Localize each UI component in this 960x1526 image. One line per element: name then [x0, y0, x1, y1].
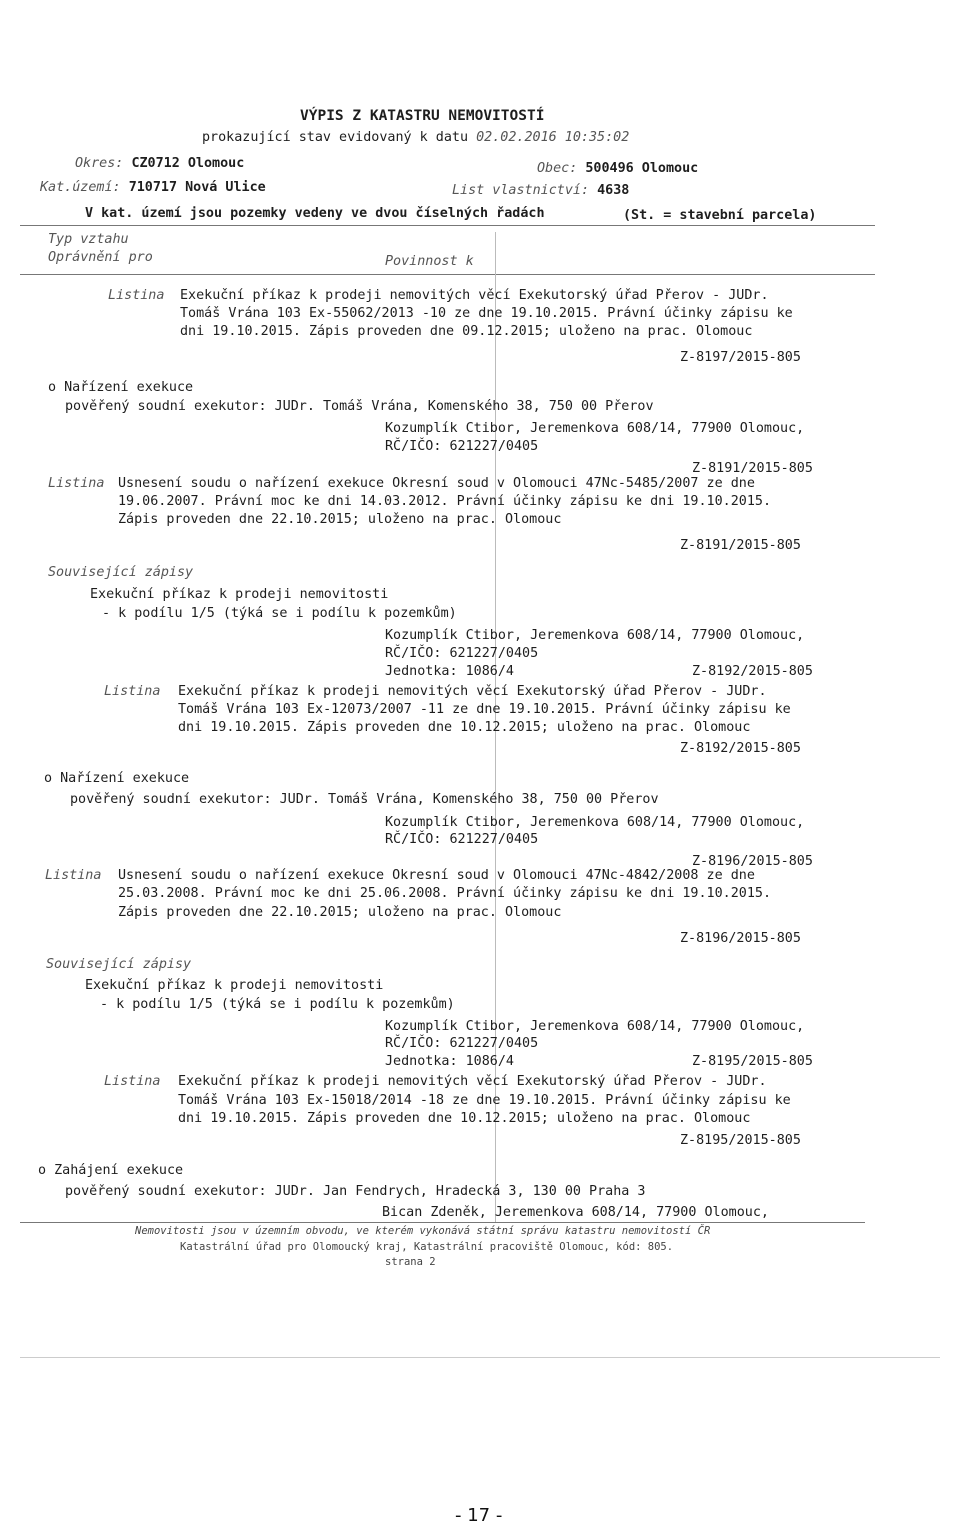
entry-text: Tomáš Vrána 103 Ex-55062/2013 -10 ze dne 19.10.2015. Právní účinky zápisu ke	[180, 306, 793, 321]
entry-text: Jednotka: 1086/4	[385, 1054, 514, 1069]
lv-row: List vlastnictví: 4638	[452, 183, 630, 198]
subtitle-date: 02.02.2016 10:35:02	[476, 130, 630, 145]
entry-text: Z-8191/2015-805	[680, 538, 801, 553]
entry-text: Usnesení soudu o nařízení exekuce Okresní soud v Olomouci 47Nc-4842/2008 ze dne	[118, 868, 755, 883]
entry-type-label: Listina	[104, 684, 161, 699]
entry-text: Zápis proveden dne 22.10.2015; uloženo na prac. Olomouc	[118, 512, 562, 527]
footer-line-1: Nemovitosti jsou v územním obvodu, ve kterém vykonává státní správu katastru nemovitostí ČR	[135, 1225, 711, 1237]
entry-text: Jednotka: 1086/4	[385, 664, 514, 679]
footer-divider	[20, 1222, 865, 1223]
entry-text: Kozumplík Ctibor, Jeremenkova 608/14, 77900 Olomouc,	[385, 815, 805, 830]
section-heading: Související zápisy	[48, 565, 194, 580]
entry-text: - k podílu 1/5 (týká se i podílu k pozemkům)	[102, 606, 457, 621]
entry-text: RČ/IČO: 621227/0405	[385, 439, 539, 454]
entry-text: Z-8196/2015-805	[692, 854, 813, 869]
entry-text: o Zahájení exekuce	[38, 1163, 184, 1178]
scan-edge-line	[20, 1357, 940, 1358]
entry-type-label: Listina	[45, 868, 102, 883]
entry-text: pověřený soudní exekutor: JUDr. Tomáš Vrána, Komenského 38, 750 00 Přerov	[65, 399, 654, 414]
entry-text: Z-8191/2015-805	[692, 461, 813, 476]
entry-text: Z-8195/2015-805	[680, 1133, 801, 1148]
entry-text: Exekuční příkaz k prodeji nemovitých věcí Exekutorský úřad Přerov - JUDr.	[180, 288, 769, 303]
entry-text: Kozumplík Ctibor, Jeremenkova 608/14, 77900 Olomouc,	[385, 1019, 805, 1034]
entry-text: Z-8196/2015-805	[680, 931, 801, 946]
entry-text: 25.03.2008. Právní moc ke dni 25.06.2008. Právní účinky zápisu ke dni 19.10.2015.	[118, 886, 772, 901]
header-divider	[20, 225, 875, 226]
document-title: VÝPIS Z KATASTRU NEMOVITOSTÍ	[300, 108, 545, 124]
footer-page: strana 2	[385, 1256, 436, 1268]
entry-text: Kozumplík Ctibor, Jeremenkova 608/14, 77900 Olomouc,	[385, 421, 805, 436]
entry-text: Kozumplík Ctibor, Jeremenkova 608/14, 77900 Olomouc,	[385, 628, 805, 643]
note-left: V kat. území jsou pozemky vedeny ve dvou číselných řadách	[85, 206, 545, 221]
entry-reference: Z-8195/2015-805	[692, 1054, 813, 1069]
col-typ-vztahu: Typ vztahu	[48, 232, 129, 247]
entry-text: o Nařízení exekuce	[48, 380, 194, 395]
footer-line-2: Katastrální úřad pro Olomoucký kraj, Katastrální pracoviště Olomouc, kód: 805.	[180, 1241, 674, 1253]
entry-text: pověřený soudní exekutor: JUDr. Jan Fendrych, Hradecká 3, 130 00 Praha 3	[65, 1184, 646, 1199]
entry-text: Z-8192/2015-805	[680, 741, 801, 756]
col-opravneni-pro: Oprávnění pro	[48, 250, 153, 265]
entry-text: 19.06.2007. Právní moc ke dni 14.03.2012. Právní účinky zápisu ke dni 19.10.2015.	[118, 494, 772, 509]
columns-divider	[20, 274, 875, 275]
entry-type-label: Listina	[108, 288, 165, 303]
entry-text: Tomáš Vrána 103 Ex-15018/2014 -18 ze dne 19.10.2015. Právní účinky zápisu ke	[178, 1093, 791, 1108]
katuzemi-row: Kat.území: 710717 Nová Ulice	[40, 180, 266, 195]
entry-text: dni 19.10.2015. Zápis proveden dne 10.12.2015; uloženo na prac. Olomouc	[178, 1111, 751, 1126]
entry-text: Exekuční příkaz k prodeji nemovitých věcí Exekutorský úřad Přerov - JUDr.	[178, 1074, 767, 1089]
entry-text: pověřený soudní exekutor: JUDr. Tomáš Vrána, Komenského 38, 750 00 Přerov	[70, 792, 659, 807]
entry-text: Z-8197/2015-805	[680, 350, 801, 365]
col-povinnost-k: Povinnost k	[385, 254, 474, 269]
entry-text: Exekuční příkaz k prodeji nemovitosti	[85, 978, 384, 993]
okres-row: Okres: CZ0712 Olomouc	[75, 156, 245, 171]
entry-text: dni 19.10.2015. Zápis proveden dne 09.12.2015; uloženo na prac. Olomouc	[180, 324, 753, 339]
entry-text: o Nařízení exekuce	[44, 771, 190, 786]
entry-text: Usnesení soudu o nařízení exekuce Okresní soud v Olomouci 47Nc-5485/2007 ze dne	[118, 476, 755, 491]
note-right: (St. = stavební parcela)	[623, 208, 817, 223]
entry-text: dni 19.10.2015. Zápis proveden dne 10.12.2015; uloženo na prac. Olomouc	[178, 720, 751, 735]
entry-text: Exekuční příkaz k prodeji nemovitosti	[90, 587, 389, 602]
entry-text: RČ/IČO: 621227/0405	[385, 832, 539, 847]
entry-text: Exekuční příkaz k prodeji nemovitých věcí Exekutorský úřad Přerov - JUDr.	[178, 684, 767, 699]
section-heading: Související zápisy	[46, 957, 192, 972]
page-number: - 17 -	[455, 1505, 503, 1526]
entry-type-label: Listina	[104, 1074, 161, 1089]
entry-text: Tomáš Vrána 103 Ex-12073/2007 -11 ze dne 19.10.2015. Právní účinky zápisu ke	[178, 702, 791, 717]
entry-text: - k podílu 1/5 (týká se i podílu k pozemkům)	[100, 997, 455, 1012]
entry-text: Zápis proveden dne 22.10.2015; uloženo na prac. Olomouc	[118, 905, 562, 920]
entry-text: RČ/IČO: 621227/0405	[385, 646, 539, 661]
obec-row: Obec: 500496 Olomouc	[537, 161, 699, 176]
entry-reference: Z-8192/2015-805	[692, 664, 813, 679]
entry-text: RČ/IČO: 621227/0405	[385, 1036, 539, 1051]
document-subtitle: prokazující stav evidovaný k datu 02.02.2016 10:35:02	[202, 130, 630, 145]
entry-type-label: Listina	[48, 476, 105, 491]
entry-text: Bican Zdeněk, Jeremenkova 608/14, 77900 Olomouc,	[382, 1205, 769, 1220]
